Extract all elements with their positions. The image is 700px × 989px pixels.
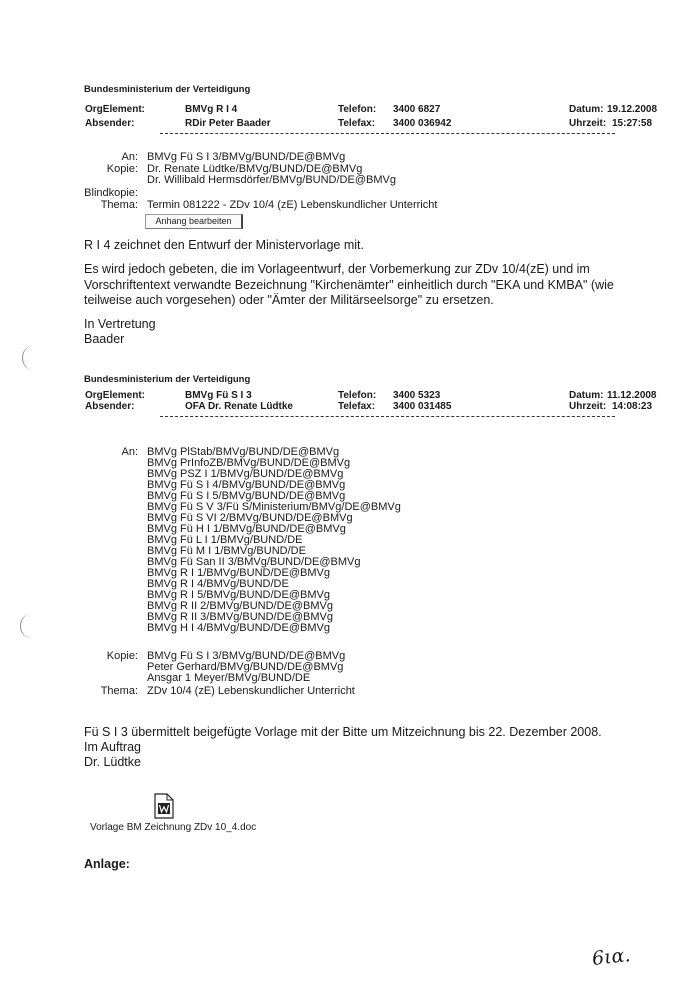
cc-list	[147, 651, 345, 684]
edit-attachment-button[interactable]: Anhang bearbeiten	[145, 214, 243, 229]
attachment-label: Anlage:	[84, 857, 130, 871]
recipient: BMVg Fü S I 5/BMVg/BUND/DE@BMVg	[147, 490, 346, 502]
sender-value: RDir Peter Baader	[185, 118, 271, 129]
sender-label: Absender:	[85, 401, 135, 412]
time-label: Uhrzeit:	[569, 118, 607, 129]
org-label: OrgElement:	[85, 104, 146, 115]
recipient: BMVg Fü S I 3/BMVg/BUND/DE@BMVg	[147, 151, 346, 163]
cc-recipient: Ansgar 1 Meyer/BMVg/BUND/DE	[147, 672, 311, 684]
ministry-name: Bundesministerium der Verteidigung	[84, 84, 251, 95]
signature-line: In Vertretung	[84, 317, 156, 331]
divider	[160, 416, 615, 417]
date-label: Datum:	[569, 390, 604, 401]
fax-value: 3400 031485	[393, 401, 452, 412]
body-paragraph: Fü S I 3 übermittelt beigefügte Vorlage mit der Bitte um Mitzeichnung bis 22. Dezember 2008.	[84, 725, 602, 739]
punch-hole	[20, 614, 41, 638]
recipient: BMVg PSZ I 1/BMVg/BUND/DE@BMVg	[147, 468, 344, 480]
sender-value: OFA Dr. Renate Lüdtke	[185, 401, 293, 412]
org-label: OrgElement:	[85, 390, 146, 401]
subject: Termin 081222 - ZDv 10/4 (zE) Lebenskundlicher Unterricht	[147, 199, 438, 211]
punch-hole	[22, 346, 43, 370]
recipient: BMVg Fü S VI 2/BMVg/BUND/DE@BMVg	[147, 512, 353, 524]
recipient: BMVg PlStab/BMVg/BUND/DE@BMVg	[147, 446, 340, 458]
recipient: BMVg Fü L I 1/BMVg/BUND/DE	[147, 534, 303, 546]
to-list	[147, 152, 345, 163]
time-value: 15:27:58	[612, 118, 653, 129]
recipient: BMVg R I 4/BMVg/BUND/DE	[147, 578, 289, 590]
recipient: BMVg R I 5/BMVg/BUND/DE@BMVg	[147, 589, 330, 601]
time-label: Uhrzeit:	[569, 401, 607, 412]
fax-value: 3400 036942	[393, 118, 452, 129]
subject-label: Thema:	[100, 199, 138, 211]
to-label: An:	[121, 151, 138, 163]
subject-label: Thema:	[100, 685, 138, 697]
subject: ZDv 10/4 (zE) Lebenskundlicher Unterricht	[147, 685, 355, 697]
phone-label: Telefon:	[338, 390, 377, 401]
recipient: BMVg Fü S V 3/Fü S/Ministerium/BMVg/DE@BMVg	[147, 501, 401, 513]
cc-label: Kopie:	[106, 650, 138, 662]
time-value: 14:08:23	[612, 401, 653, 412]
recipient: BMVg Fü San II 3/BMVg/BUND/DE@BMVg	[147, 556, 361, 568]
fax-label: Telefax:	[338, 118, 376, 129]
cc-list	[147, 164, 396, 186]
cc-recipient: Peter Gerhard/BMVg/BUND/DE@BMVg	[147, 661, 344, 673]
recipient: BMVg Fü M I 1/BMVg/BUND/DE	[147, 545, 306, 557]
recipient: BMVg R I 1/BMVg/BUND/DE@BMVg	[147, 567, 330, 579]
attachment-filename[interactable]: Vorlage BM Zeichnung ZDv 10_4.doc	[90, 822, 257, 833]
signature-name: Dr. Lüdtke	[84, 755, 141, 769]
cc-recipient: Dr. Willibald Hermsdörfer/BMVg/BUND/DE@BMVg	[147, 174, 396, 186]
phone-value: 3400 6827	[393, 104, 441, 115]
cc-recipient: BMVg Fü S I 3/BMVg/BUND/DE@BMVg	[147, 650, 346, 662]
phone-value: 3400 5323	[393, 390, 441, 401]
body-paragraph: Es wird jedoch gebeten, die im Vorlageentwurf, der Vorbemerkung zur ZDv 10/4(zE) und im Vorschriftentext verwandte Bezeichnung "Kirchenämter" einheitlich durch "EKA und KMBA" (wie teilweise auch vorgesehen) oder "Ämter der Militärseelsorge" zu ersetzen.	[84, 262, 614, 307]
org-value: BMVg Fü S I 3	[185, 390, 252, 401]
to-list	[147, 447, 401, 634]
sender-label: Absender:	[85, 118, 135, 129]
recipient: BMVg H I 4/BMVg/BUND/DE@BMVg	[147, 622, 330, 634]
word-document-icon[interactable]	[154, 793, 174, 819]
cc-recipient: Dr. Renate Lüdtke/BMVg/BUND/DE@BMVg	[147, 163, 363, 175]
fax-label: Telefax:	[338, 401, 376, 412]
ministry-name: Bundesministerium der Verteidigung	[84, 374, 251, 385]
date-value: 19.12.2008	[607, 104, 658, 115]
date-label: Datum:	[569, 104, 604, 115]
to-label: An:	[121, 446, 138, 458]
bcc-label: Blindkopie:	[84, 187, 138, 199]
signature-line: Im Auftrag	[84, 740, 141, 754]
recipient: BMVg R II 2/BMVg/BUND/DE@BMVg	[147, 600, 333, 612]
recipient: BMVg Fü S I 4/BMVg/BUND/DE@BMVg	[147, 479, 346, 491]
divider	[160, 133, 615, 134]
phone-label: Telefon:	[338, 104, 377, 115]
signature-name: Baader	[84, 332, 125, 346]
recipient: BMVg PrInfoZB/BMVg/BUND/DE@BMVg	[147, 457, 351, 469]
handwritten-page-mark: 6ια.	[590, 944, 632, 970]
org-value: BMVg R I 4	[185, 104, 238, 115]
body-paragraph: R I 4 zeichnet den Entwurf der Ministervorlage mit.	[84, 238, 364, 252]
date-value: 11.12.2008	[607, 390, 657, 401]
recipient: BMVg Fü H I 1/BMVg/BUND/DE@BMVg	[147, 523, 346, 535]
cc-label: Kopie:	[106, 163, 138, 175]
recipient: BMVg R II 3/BMVg/BUND/DE@BMVg	[147, 611, 333, 623]
